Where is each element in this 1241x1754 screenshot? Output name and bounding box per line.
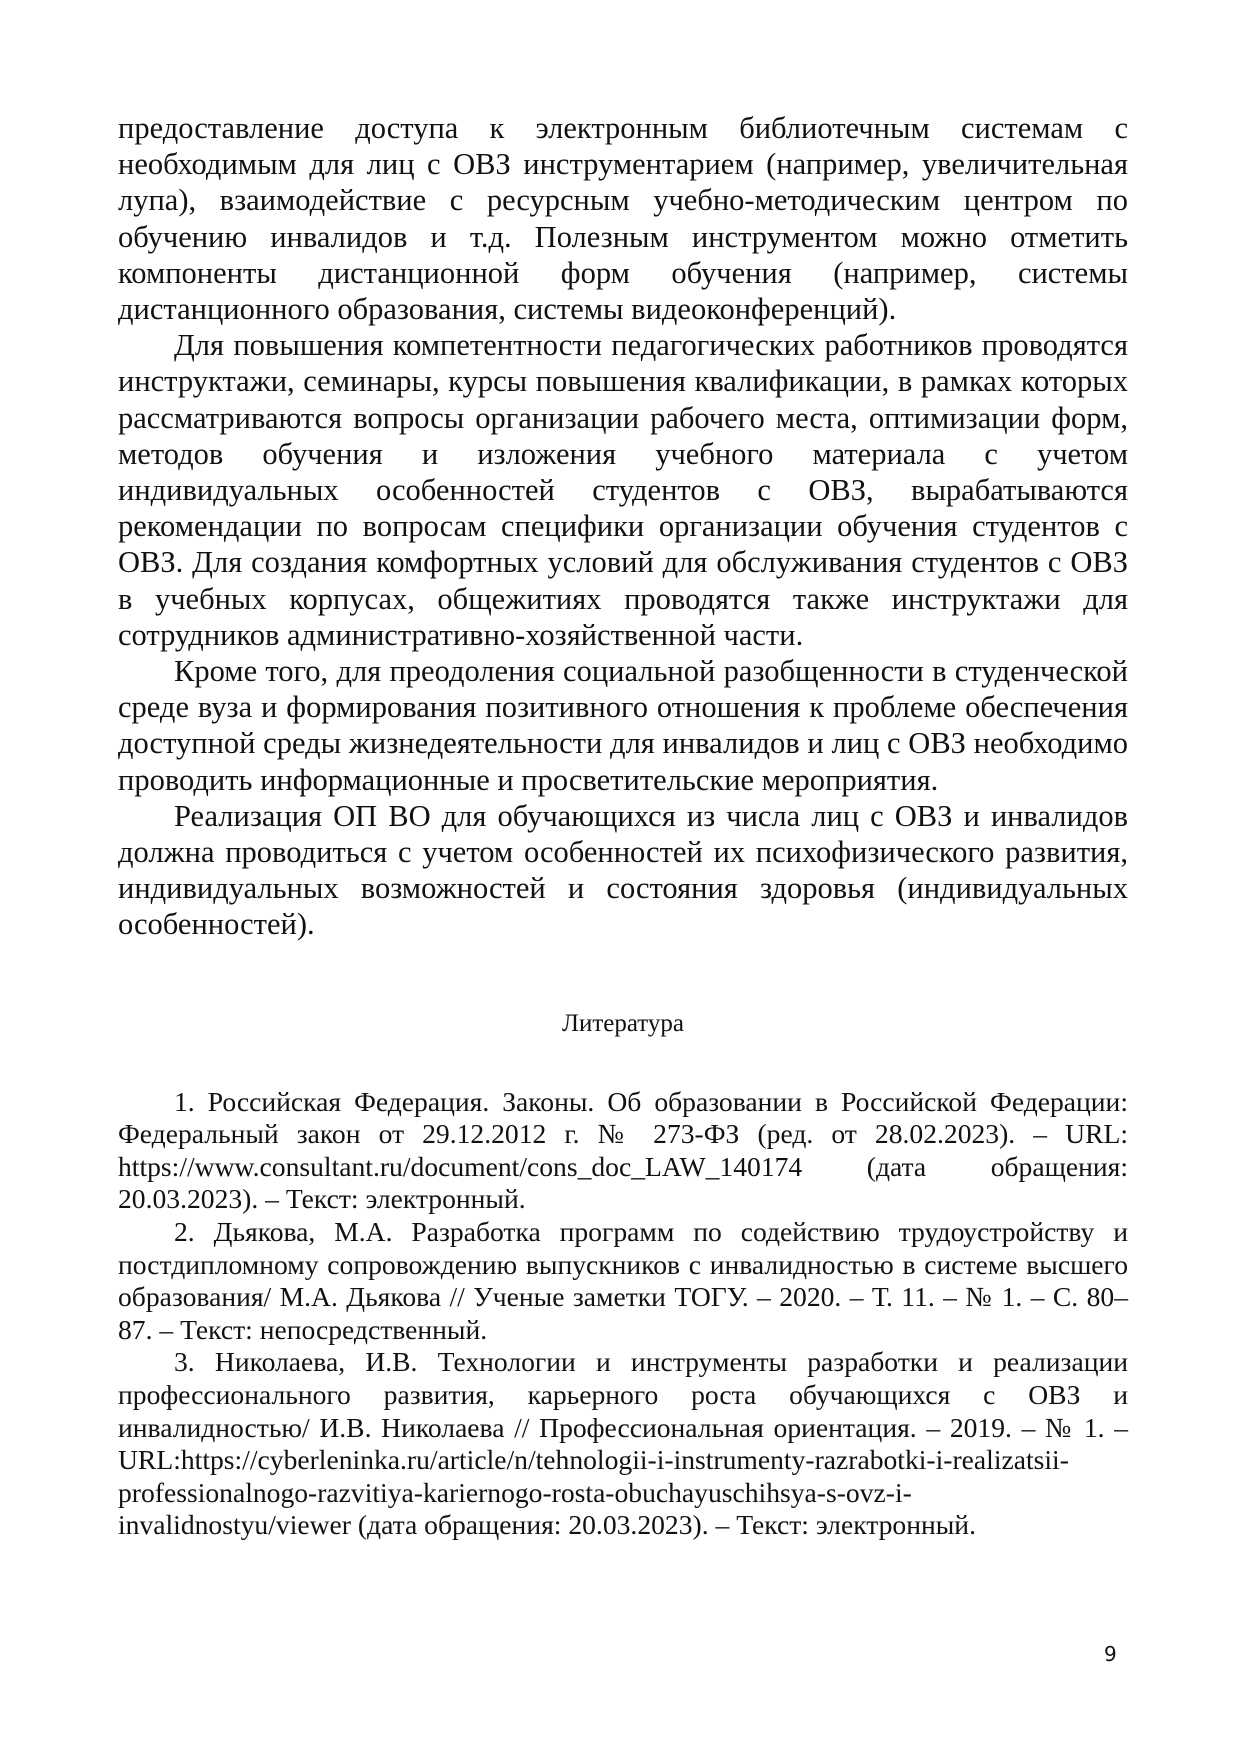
reference-item: 2. Дьякова, М.А. Разработка программ по содействию трудоустройству и постдипломному сопровождению выпускников с инвалидностью в системе высшего образования/ М.А. Дьякова // Ученые заметки ТОГУ. – 2020. – Т. 11. – № 1. – С. 80–87. – Текст: непосредственный. [118,1216,1128,1345]
paragraph: Кроме того, для преодоления социальной разобщенности в студенческой среде вуза и формирования позитивного отношения к проблеме обеспечения доступной среды жизнедеятельности для инвалидов и лиц с ОВЗ необходимо проводить информационные и просветительские мероприятия. [118,654,1128,797]
paragraph: предоставление доступа к электронным библиотечным системам с необходимым для лиц с ОВЗ инструментарием (например, увеличительная лупа), взаимодействие с ресурсным учебно-методическим центром по обучению инвалидов и т.д. Полезным инструментом можно отметить компоненты дистанционной форм обучения (например, системы дистанционного образования, системы видеоконференций). [118,111,1128,327]
reference-item: 3. Николаева, И.В. Технологии и инструменты разработки и реализации профессионального развития, карьерного роста обучающихся с ОВЗ и инвалидностью/ И.В. Николаева // Профессиональная ориентация. – 2019. – № 1. – URL:https://cyberleninka.ru/article/n/tehnologii-i-instrumenty-razrabotki-i-realizatsii-professionalnogo-razvitiya-kariernogo-rosta-obuchayuschihsya-s-ovz-i-invalidnostyu/viewer (дата обращения: 20.03.2023). – Текст: электронный. [118,1346,1128,1541]
paragraph: Реализация ОП ВО для обучающихся из числа лиц с ОВЗ и инвалидов должна проводиться с учетом особенностей их психофизического развития, индивидуальных возможностей и состояния здоровья (индивидуальных особенностей). [118,798,1128,942]
paragraph: Для повышения компетентности педагогических работников проводятся инструктажи, семинары, курсы повышения квалификации, в рамках которых рассматриваются вопросы организации рабочего места, оптимизации форм, методов обучения и изложения учебного материала с учетом индивидуальных особенностей студентов с ОВЗ, вырабатываются рекомендации по вопросам специфики организации обучения студентов с ОВЗ. Для создания комфортных условий для обслуживания студентов с ОВЗ в учебных корпусах, общежитиях проводятся также инструктажи для сотрудников административно-хозяйственной части. [118,328,1128,652]
references-list [118,1086,1128,1542]
reference-item: 1. Российская Федерация. Законы. Об образовании в Российской Федерации: Федеральный закон от 29.12.2012 г. № 273-ФЗ (ред. от 28.02.2023). – URL: https://www.consultant.ru/document/cons_doc_LAW_140174 (дата обращения: 20.03.2023). – Текст: электронный. [118,1085,1128,1215]
document-page [118,110,1128,1542]
body-text [118,110,1128,943]
references-heading: Литература [562,1009,684,1037]
page-number: 9 [1104,1642,1117,1666]
